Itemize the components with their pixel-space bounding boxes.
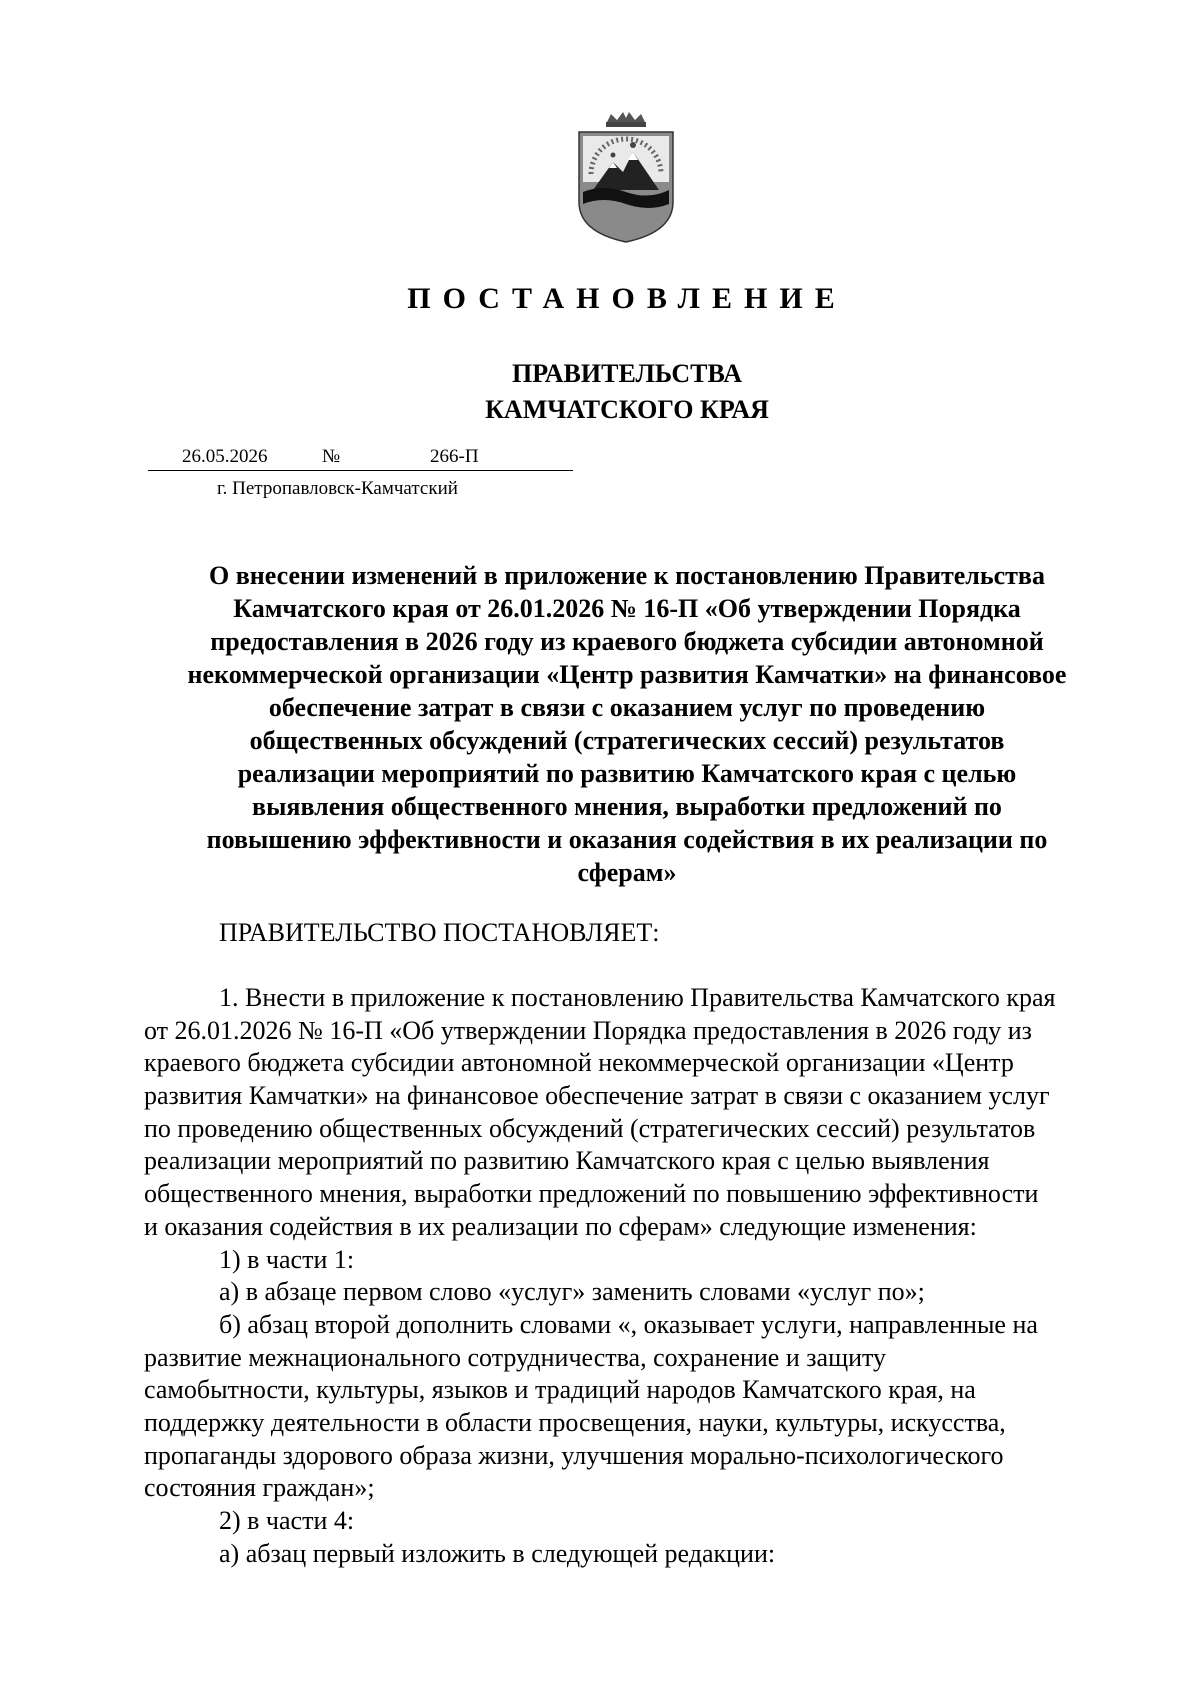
document-number: 266-П (430, 446, 479, 467)
body-line: состояния граждан»; (144, 1473, 375, 1503)
title-line: некоммерческой организации «Центр развития Камчатки» на финансовое (187, 660, 1067, 689)
issuer-line: КАМЧАТСКОГО КРАЯ (485, 395, 769, 424)
title-line: предоставления в 2026 году из краевого бюджета субсидии автономной (210, 627, 1044, 656)
body-line: 1. Внести в приложение к постановлению Правительства Камчатского края (219, 983, 1056, 1012)
body-line: 2) в части 4: (219, 1506, 355, 1535)
body-line: б) абзац второй дополнить словами «, оказывает услуги, направленные на (219, 1309, 1038, 1339)
issuer-line: ПРАВИТЕЛЬСТВА (512, 359, 742, 388)
coat-of-arms-icon (573, 112, 679, 244)
body-line: пропаганды здорового образа жизни, улучшения морально-психологического (144, 1440, 1004, 1470)
body-line: от 26.01.2026 № 16-П «Об утверждении Порядка предоставления в 2026 году из (144, 1015, 1032, 1045)
decree-statement: ПРАВИТЕЛЬСТВО ПОСТАНОВЛЯЕТ: (219, 918, 660, 947)
city: г. Петропавловск-Камчатский (217, 478, 458, 499)
title-line: выявления общественного мнения, выработки предложений по (252, 792, 1002, 821)
body-line: поддержку деятельности в области просвещения, науки, культуры, искусства, (144, 1407, 1006, 1437)
body-line: и оказания содействия в их реализации по сферам» следующие изменения: (144, 1211, 977, 1241)
document-body (144, 982, 1116, 1570)
body-line: общественного мнения, выработки предложений по повышению эффективности (144, 1179, 1039, 1209)
body-line: самобытности, культуры, языков и традиций народов Камчатского края, на (144, 1375, 976, 1405)
body-line: по проведению общественных обсуждений (стратегических сессий) результатов (144, 1113, 1036, 1143)
title-line: сферам» (577, 858, 677, 887)
body-line: краевого бюджета субсидии автономной некоммерческой организации «Центр (144, 1048, 1014, 1078)
body-line: 1) в части 1: (219, 1244, 355, 1274)
body-line: развития Камчатки» на финансовое обеспечение затрат в связи с оказанием услуг (144, 1081, 1050, 1111)
title-line: обеспечение затрат в связи с оказанием услуг по проведению (268, 693, 986, 722)
title-line: повышению эффективности и оказания содействия в их реализации по (206, 825, 1048, 854)
number-sign: № (322, 446, 341, 467)
document-title (130, 559, 1124, 889)
title-line: общественных обсуждений (стратегических сессий) результатов (249, 726, 1005, 755)
body-line: реализации мероприятий по развитию Камчатского края с целью выявления (144, 1146, 990, 1176)
document-date: 26.05.2026 (182, 446, 268, 467)
document-type: ПОСТАНОВЛЕНИЕ (407, 282, 847, 315)
title-line: Камчатского края от 26.01.2026 № 16-П «Об утверждении Порядка (233, 594, 1021, 623)
title-line: О внесении изменений в приложение к постановлению Правительства (209, 561, 1045, 590)
title-line: реализации мероприятий по развитию Камчатского края с целью (237, 759, 1017, 788)
body-line: развитие межнационального сотрудничества, сохранение и защиту (144, 1342, 887, 1372)
issuer (0, 356, 1200, 428)
date-number-line (148, 446, 573, 471)
body-line: а) в абзаце первом слово «услуг» заменить словами «услуг по»; (219, 1277, 925, 1307)
body-line: а) абзац первый изложить в следующей редакции: (219, 1538, 776, 1568)
